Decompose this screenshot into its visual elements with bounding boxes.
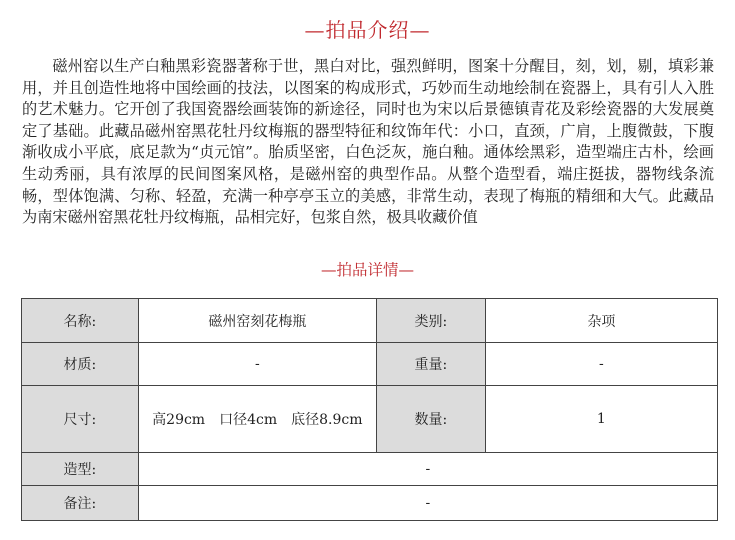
details-table: [21, 298, 718, 521]
details-heading: —拍品详情—: [320, 261, 414, 279]
name-label: 名称:: [22, 299, 139, 343]
intro-paragraph: 磁州窑以生产白釉黑彩瓷器著称于世，黑白对比，强烈鲜明，图案十分醒目，刻，划，剔，填彩兼用，并且创造性地将中国绘画的技法，以图案的构成形式，巧妙而生动地绘制在瓷器上，具有引人入胜的艺术魅力。它开创了我国瓷器绘画装饰的新途径，同时也为宋以后景德镇青花及彩绘瓷器的大发展奠定了基础。此藏品磁州窑黑花牡丹纹梅瓶的器型特征和纹饰年代：小口，直颈，广肩，上腹微鼓，下腹渐收成小平底，底足款为“贞元馆”。胎质坚密，白色泛灰，施白釉。通体绘黑彩，造型端庄古朴，绘画生动秀丽，具有浓厚的民间图案风格，是磁州窑的典型作品。从整个造型看，端庄挺拔，器物线条流畅，型体饱满、匀称、轻盈，充满一种亭亭玉立的美感，非常生动，表现了梅瓶的精细和大气。此藏品为南宋磁州窑黑花牡丹纹梅瓶，品相完好，包浆自然，极具收藏价值: [22, 57, 714, 227]
table-row: [22, 386, 718, 453]
table-row: [22, 299, 718, 343]
notes-value: -: [138, 486, 717, 521]
table-row: [22, 486, 718, 521]
material-value: -: [138, 343, 376, 386]
weight-label: 重量:: [377, 343, 486, 386]
table-row: [22, 453, 718, 486]
table-row: [22, 343, 718, 386]
quantity-label: 数量:: [377, 386, 486, 453]
category-label: 类别:: [377, 299, 486, 343]
material-label: 材质:: [22, 343, 139, 386]
category-value: 杂项: [485, 299, 717, 343]
intro-heading: —拍品介绍—: [304, 18, 431, 42]
quantity-value: 1: [485, 386, 717, 453]
shape-label: 造型:: [22, 453, 139, 486]
shape-value: -: [138, 453, 717, 486]
notes-label: 备注:: [22, 486, 139, 521]
weight-value: -: [485, 343, 717, 386]
size-value: 高29cm 口径4cm 底径8.9cm: [138, 386, 376, 453]
name-value: 磁州窑刻花梅瓶: [138, 299, 376, 343]
size-label: 尺寸:: [22, 386, 139, 453]
